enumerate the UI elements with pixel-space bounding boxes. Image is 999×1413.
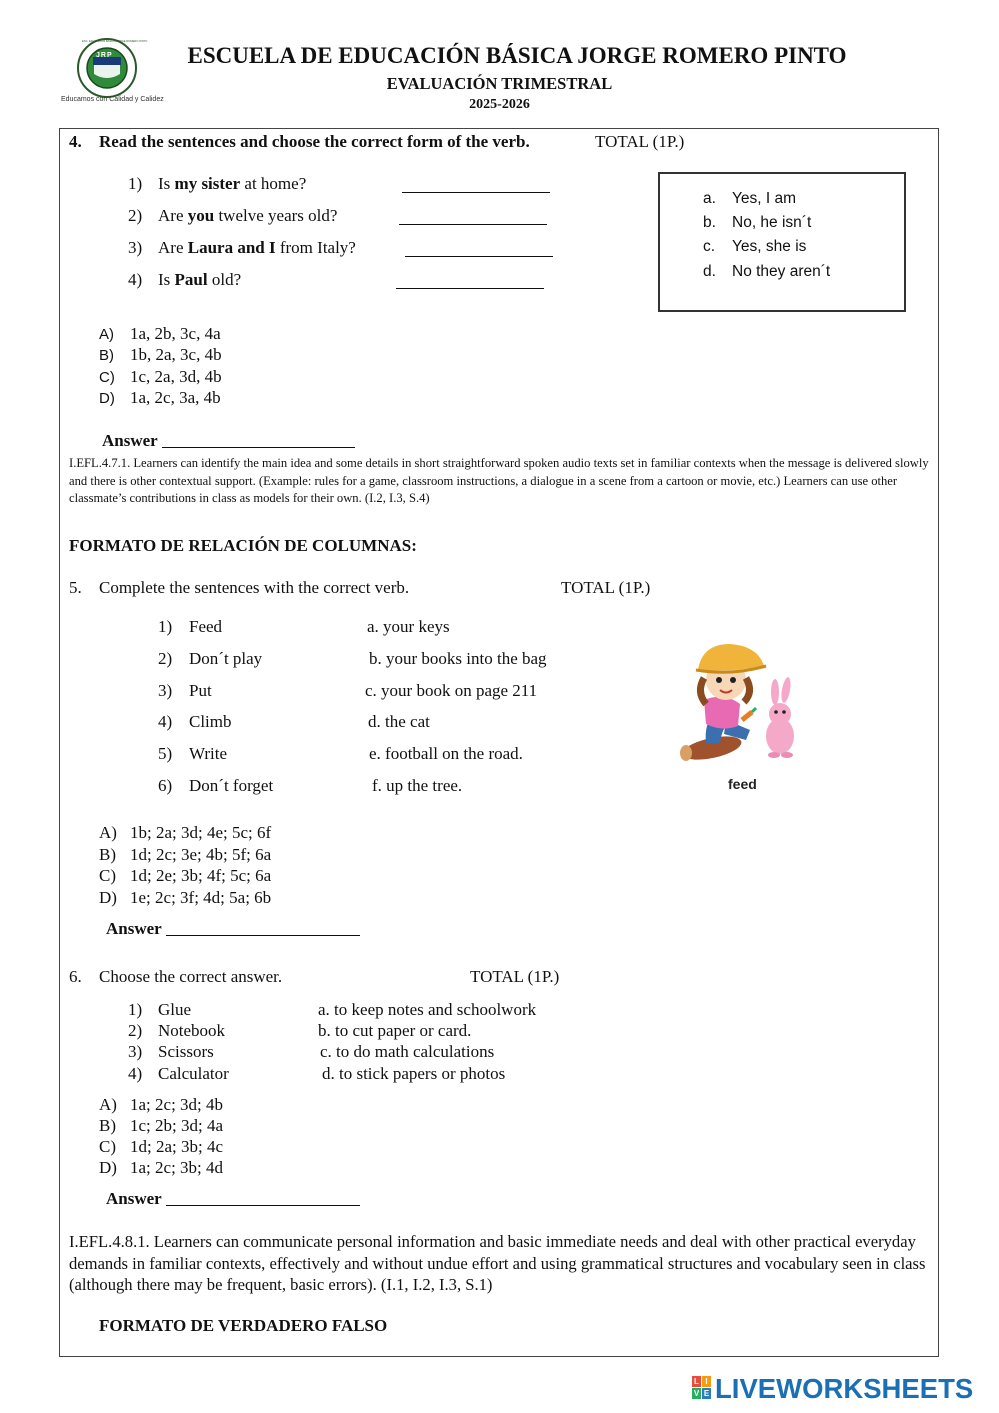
- option-text: No, he isn´t: [732, 214, 812, 231]
- choice[interactable]: [99, 845, 272, 865]
- choice[interactable]: [99, 1095, 224, 1115]
- match-right-item: a. to keep notes and schoolwork: [318, 1000, 537, 1019]
- answer-blank[interactable]: [399, 224, 547, 225]
- q6-total: TOTAL (1P.): [470, 967, 560, 986]
- item-subject: my sister: [174, 174, 241, 193]
- item-text: at home?: [240, 174, 307, 193]
- choice-text: 1c, 2a, 3d, 4b: [130, 367, 222, 386]
- choice-letter: A): [99, 1095, 117, 1114]
- item-number: 4): [128, 1064, 143, 1083]
- badge-letter: E: [703, 1389, 710, 1398]
- item-text: Feed: [189, 617, 223, 636]
- choice-text: 1d; 2c; 3e; 4b; 5f; 6a: [130, 845, 272, 864]
- choice-letter: A): [99, 823, 117, 842]
- q5-number: 5.: [69, 578, 82, 597]
- indicator-text: I.EFL.4.7.1. Learners can identify the main idea and some details in short straightforward spoken audio texts set in familiar contexts when the message is delivered slowly and there is other contextual support. (Example: rules for a game, classroom instructions, a dialogue in a scene from a cartoon or movie, etc.) Learners can use other classmate’s contributions in class as models for their own. (I.2, I.3, S.4): [69, 456, 929, 505]
- item-text: Put: [189, 681, 212, 700]
- match-right-item: c. to do math calculations: [320, 1042, 495, 1061]
- choice-text: 1a, 2c, 3a, 4b: [130, 388, 221, 407]
- option-letter: d.: [703, 263, 716, 280]
- item-number: 2): [128, 206, 143, 225]
- match-left-item: [158, 776, 274, 796]
- choice-text: 1d; 2e; 3b; 4f; 5c; 6a: [130, 866, 272, 885]
- q6-answer-field[interactable]: [166, 1205, 360, 1206]
- match-left-item: [158, 712, 232, 732]
- choice-letter: C): [99, 369, 115, 386]
- item-text: Are: [158, 206, 188, 225]
- q4-item: [128, 238, 356, 258]
- match-left-item: [158, 681, 212, 701]
- item-number: 1): [158, 617, 173, 636]
- choice-letter: C): [99, 866, 116, 885]
- option-letter: b.: [703, 214, 716, 231]
- logo-ring-text: ESC. EDUCACIÓN BÁSICA JORGE ROMERO PINTO: [82, 40, 148, 43]
- choice[interactable]: [99, 866, 272, 886]
- brand-badge-icon: [692, 1376, 712, 1400]
- item-text: Don´t forget: [189, 776, 274, 795]
- choice[interactable]: [99, 888, 272, 908]
- box-option: [703, 214, 812, 232]
- option-letter: c.: [703, 238, 716, 255]
- school-motto: Educamos con Calidad y Calidez: [61, 96, 164, 103]
- choice-text: 1c; 2b; 3d; 4a: [130, 1116, 224, 1135]
- item-number: 2): [158, 649, 173, 668]
- q4-answer-label: Answer: [102, 431, 158, 450]
- item-number: 1): [128, 1000, 143, 1019]
- match-right-item: b. your books into the bag: [369, 649, 547, 668]
- item-text: Write: [189, 744, 228, 763]
- item-number: 3): [128, 1042, 143, 1061]
- q4-item: [128, 174, 307, 194]
- illustration-caption: feed: [728, 776, 757, 792]
- choice[interactable]: [99, 1158, 224, 1178]
- q4-item: [128, 206, 338, 226]
- choice[interactable]: [99, 1116, 224, 1136]
- match-left-item: [128, 1021, 226, 1041]
- item-number: 6): [158, 776, 173, 795]
- exam-title: EVALUACIÓN TRIMESTRAL: [386, 74, 613, 93]
- item-text: Climb: [189, 712, 232, 731]
- choice-letter: D): [99, 888, 117, 907]
- q6-instruction: Choose the correct answer.: [99, 967, 283, 986]
- choice[interactable]: [99, 345, 222, 365]
- choice-text: 1b; 2a; 3d; 4e; 5c; 6f: [130, 823, 272, 842]
- choice-text: 1e; 2c; 3f; 4d; 5a; 6b: [130, 888, 272, 907]
- item-text: Don´t play: [189, 649, 263, 668]
- match-right-item: e. football on the road.: [369, 744, 523, 763]
- q4-heading: [69, 132, 530, 152]
- school-name: ESCUELA DE EDUCACIÓN BÁSICA JORGE ROMERO PINTO: [187, 43, 847, 68]
- match-right-item: f. up the tree.: [372, 776, 463, 795]
- choice-letter: A): [99, 326, 114, 343]
- item-text: Are: [158, 238, 188, 257]
- item-number: 5): [158, 744, 173, 763]
- q6-heading: [69, 967, 283, 987]
- match-left-item: [158, 649, 263, 669]
- match-right-item: d. to stick papers or photos: [322, 1064, 506, 1083]
- choice-text: 1b, 2a, 3c, 4b: [130, 345, 222, 364]
- item-subject: Laura and I: [187, 238, 276, 257]
- match-left-item: [128, 1064, 229, 1084]
- item-number: 3): [158, 681, 173, 700]
- school-year: 2025-2026: [469, 97, 530, 112]
- liveworksheets-logo: [692, 1373, 992, 1406]
- choice-text: 1a; 2c; 3b; 4d: [130, 1158, 224, 1177]
- option-text: Yes, I am: [732, 190, 797, 207]
- match-left-item: [128, 1000, 192, 1020]
- match-left-item: [158, 744, 228, 764]
- item-text: from Italy?: [275, 238, 356, 257]
- match-right-item: b. to cut paper or card.: [318, 1021, 472, 1040]
- match-left-item: [158, 617, 223, 637]
- item-text: Scissors: [158, 1042, 214, 1061]
- badge-letter: L: [692, 1376, 701, 1387]
- q5-instruction: Complete the sentences with the correct verb.: [99, 578, 410, 597]
- match-right-item: c. your book on page 211: [365, 681, 538, 700]
- q6-number: 6.: [69, 967, 82, 986]
- item-number: 3): [128, 238, 143, 257]
- choice-letter: C): [99, 1137, 116, 1156]
- q4-instruction: Read the sentences and choose the correct form of the verb.: [99, 132, 530, 151]
- q4-number: 4.: [69, 132, 82, 151]
- choice-text: 1a, 2b, 3c, 4a: [130, 324, 221, 343]
- indicator-text: I.EFL.4.8.1. Learners can communicate personal information and basic immediate needs and deal with other practical everyday demands in familiar contexts, effectively and without undue effort and using grammatical structures and vocabulary seen in class (although there may be frequent, basic errors). (I.1, I.2, I.3, S.1): [69, 1232, 926, 1294]
- item-number: 4): [158, 712, 173, 731]
- answer-blank[interactable]: [405, 256, 553, 257]
- q6-answer-label: Answer: [106, 1189, 162, 1208]
- section-title-true-false: FORMATO DE VERDADERO FALSO: [99, 1316, 388, 1335]
- option-letter: a.: [703, 190, 716, 207]
- choice[interactable]: [99, 388, 221, 408]
- item-text: Notebook: [158, 1021, 226, 1040]
- item-number: 2): [128, 1021, 143, 1040]
- girl-bunny-illustration: [676, 640, 806, 770]
- choice[interactable]: [99, 367, 222, 387]
- choice-letter: D): [99, 390, 115, 407]
- choice-text: 1a; 2c; 3d; 4b: [130, 1095, 224, 1114]
- q4-answer-field[interactable]: [162, 447, 355, 448]
- q4-total: TOTAL (1P.): [595, 132, 685, 151]
- option-text: No they aren´t: [732, 263, 831, 280]
- q5-total: TOTAL (1P.): [561, 578, 651, 597]
- item-text: Calculator: [158, 1064, 229, 1083]
- item-text: Is: [158, 270, 175, 289]
- choice-letter: B): [99, 845, 116, 864]
- match-right-item: d. the cat: [368, 712, 430, 731]
- badge-letter: I: [702, 1376, 711, 1387]
- box-option: [703, 190, 797, 208]
- box-option: [703, 263, 831, 281]
- q5-answer-field[interactable]: [166, 935, 360, 936]
- item-subject: you: [187, 206, 215, 225]
- q5-heading: [69, 578, 410, 598]
- section-title-columns: FORMATO DE RELACIÓN DE COLUMNAS:: [69, 536, 417, 555]
- item-text: twelve years old?: [214, 206, 338, 225]
- brand-wordmark: LIVEWORKSHEETS: [715, 1373, 974, 1404]
- box-option: [703, 238, 807, 256]
- logo-letters: JRP: [96, 52, 113, 59]
- option-text: Yes, she is: [732, 238, 807, 255]
- q4-item: [128, 270, 242, 290]
- choice-letter: D): [99, 1158, 117, 1177]
- choice[interactable]: [99, 1137, 224, 1157]
- choice[interactable]: [99, 823, 272, 843]
- item-number: 1): [128, 174, 143, 193]
- item-text: old?: [207, 270, 242, 289]
- choice-text: 1d; 2a; 3b; 4c: [130, 1137, 224, 1156]
- badge-letter: V: [693, 1389, 700, 1398]
- choice[interactable]: [99, 324, 221, 344]
- q5-answer-label: Answer: [106, 919, 162, 938]
- item-number: 4): [128, 270, 143, 289]
- choice-letter: B): [99, 1116, 116, 1135]
- item-subject: Paul: [174, 270, 208, 289]
- item-text: Is: [158, 174, 175, 193]
- match-left-item: [128, 1042, 214, 1062]
- answer-blank[interactable]: [402, 192, 550, 193]
- choice-letter: B): [99, 347, 114, 364]
- item-text: Glue: [158, 1000, 192, 1019]
- match-right-item: a. your keys: [367, 617, 450, 636]
- answer-blank[interactable]: [396, 288, 544, 289]
